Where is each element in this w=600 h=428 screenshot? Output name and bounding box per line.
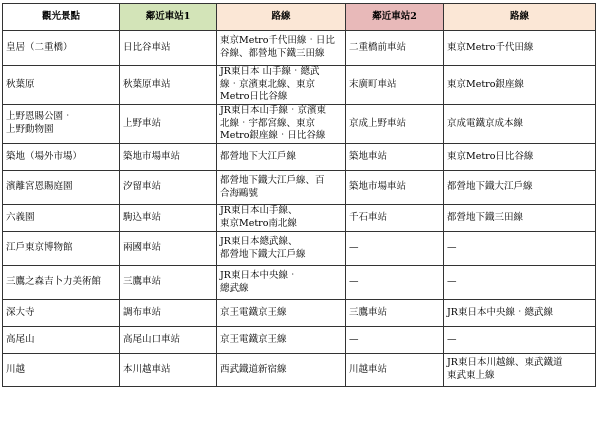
cell-route2 (444, 105, 596, 144)
cell-text: 日比谷車站 (123, 41, 171, 53)
cell-text: 京成電鐵京成本線 (447, 117, 524, 129)
cell-text: 皇居（二重橋） (6, 41, 73, 53)
cell-station1 (120, 327, 217, 354)
cell-route1 (217, 171, 346, 205)
cell-text: JR東日本中央線‧ (220, 269, 298, 281)
header-row (3, 4, 596, 31)
cell-text: JR東日本中央線‧總武線 (447, 306, 553, 318)
cell-station1 (120, 232, 217, 266)
cell-text: 上野恩賜公園‧ (6, 111, 73, 123)
cell-text: 高尾山口車站 (123, 333, 181, 345)
cell-spot (3, 31, 120, 66)
cell-spot (3, 144, 120, 171)
table-row (3, 327, 596, 354)
cell-station1 (120, 144, 217, 171)
cell-text: Metro日比谷線 (220, 91, 288, 103)
cell-text: 三鷹車站 (349, 306, 388, 318)
cell-text: — (349, 333, 359, 345)
cell-text: JR東日本川越線、東武鐵道 (447, 357, 563, 369)
table-row (3, 66, 596, 105)
cell-station2 (346, 144, 444, 171)
cell-station1 (120, 300, 217, 327)
page-wrapper (2, 3, 596, 387)
cell-text: 京王電鐵京王線 (220, 333, 287, 345)
header-route1: 路線 (217, 4, 346, 31)
cell-station2 (346, 105, 444, 144)
cell-text: 末廣町車站 (349, 78, 397, 90)
table-body (3, 31, 596, 387)
cell-text: 總武線 (220, 282, 249, 294)
cell-route1 (217, 266, 346, 300)
cell-text: 三鷹車站 (123, 276, 162, 288)
cell-route2 (444, 171, 596, 205)
cell-text: 三鷹之森吉卜力美術館 (6, 276, 102, 288)
cell-text: 築地（場外市場） (6, 150, 83, 162)
cell-route1 (217, 327, 346, 354)
cell-text: 京王電鐵京王線 (220, 306, 287, 318)
cell-spot (3, 354, 120, 387)
cell-station2 (346, 300, 444, 327)
cell-text: JR東日本總武線、 (220, 235, 298, 247)
cell-station1 (120, 205, 217, 232)
cell-route1 (217, 144, 346, 171)
cell-text: 東武東上線 (447, 370, 495, 381)
cell-route1 (217, 105, 346, 144)
cell-route1 (217, 300, 346, 327)
cell-station2 (346, 232, 444, 266)
cell-text: 都營地下鐵大江戶線、百 (220, 174, 325, 186)
header-spot: 觀光景點 (3, 4, 120, 31)
cell-text: 秋葉原車站 (123, 78, 171, 90)
table-row (3, 232, 596, 266)
cell-text: 濱離宮恩賜庭園 (6, 181, 73, 193)
cell-station1 (120, 105, 217, 144)
cell-text: — (447, 242, 457, 254)
cell-text: JR東日本山手線‧京濱東 (220, 105, 326, 117)
cell-route1 (217, 66, 346, 105)
table-row (3, 354, 596, 387)
cell-text: 築地車站 (349, 150, 388, 162)
cell-text: 江戶東京博物館 (6, 242, 73, 254)
cell-text: 深大寺 (6, 306, 35, 318)
cell-spot (3, 266, 120, 300)
table-row (3, 144, 596, 171)
header-route2: 路線 (444, 4, 596, 31)
cell-station1 (120, 266, 217, 300)
cell-route2 (444, 300, 596, 327)
cell-station2 (346, 354, 444, 387)
cell-station2 (346, 171, 444, 205)
cell-text: 東京Metro千代田線‧日比 (220, 35, 335, 47)
table-row (3, 105, 596, 144)
cell-route1 (217, 205, 346, 232)
cell-spot (3, 205, 120, 232)
cell-station1 (120, 354, 217, 387)
cell-text: 築地市場車站 (123, 150, 181, 162)
cell-route1 (217, 232, 346, 266)
cell-text: 千石車站 (349, 211, 388, 223)
cell-text: 線‧京濱東北線、東京 (220, 78, 316, 90)
cell-text: 調布車站 (123, 306, 162, 318)
cell-text: Metro銀座線‧日比谷線 (220, 130, 326, 142)
cell-text: 都營地下鐵大江戶線 (447, 181, 533, 193)
cell-text: 上野車站 (123, 117, 162, 129)
cell-text: — (349, 242, 359, 254)
cell-text: 都營地下鐵三田線 (447, 211, 524, 223)
cell-text: — (447, 276, 457, 288)
cell-route2 (444, 232, 596, 266)
cell-spot (3, 232, 120, 266)
cell-text: — (349, 276, 359, 288)
cell-route1 (217, 31, 346, 66)
header-station1: 鄰近車站1 (120, 4, 217, 31)
cell-station1 (120, 31, 217, 66)
cell-route2 (444, 144, 596, 171)
cell-station2 (346, 66, 444, 105)
cell-station1 (120, 66, 217, 105)
cell-text: 駒込車站 (123, 211, 162, 223)
cell-text: 汐留車站 (123, 181, 162, 193)
cell-text: 高尾山 (6, 333, 35, 345)
header-station2: 鄰近車站2 (346, 4, 444, 31)
cell-text: JR東日本 山手線‧總武 (220, 66, 320, 78)
cell-text: 本川越車站 (123, 363, 171, 375)
table-row (3, 300, 596, 327)
cell-text: 東京Metro千代田線 (447, 41, 534, 53)
cell-station2 (346, 327, 444, 354)
cell-spot (3, 300, 120, 327)
cell-text: 西武鐵道新宿線 (220, 363, 287, 375)
cell-spot (3, 327, 120, 354)
cell-text: 東京Metro銀座線 (447, 78, 524, 90)
cell-text: 合海鷗號 (220, 187, 259, 199)
cell-text: 都營地下大江戶線 (220, 150, 297, 162)
table-row (3, 205, 596, 232)
table-row (3, 266, 596, 300)
tourist-spots-table (2, 3, 596, 387)
cell-text: 二重橋前車站 (349, 41, 407, 53)
cell-route2 (444, 327, 596, 354)
cell-station1 (120, 171, 217, 205)
cell-route2 (444, 66, 596, 105)
cell-text: 東京Metro南北線 (220, 218, 297, 229)
cell-text: 都營地下鐵大江戶線 (220, 248, 306, 260)
cell-station2 (346, 205, 444, 232)
cell-text: 秋葉原 (6, 78, 35, 90)
cell-route2 (444, 266, 596, 300)
cell-text: 北線‧宇都宮線、東京 (220, 117, 316, 129)
cell-route2 (444, 31, 596, 66)
cell-text: 六義園 (6, 211, 35, 223)
cell-text: 川越 (6, 363, 26, 375)
cell-text: — (447, 333, 457, 345)
cell-text: 京成上野車站 (349, 117, 407, 129)
cell-route1 (217, 354, 346, 387)
cell-text: 谷線、都營地下鐵三田線 (220, 48, 325, 59)
cell-text: 築地市場車站 (349, 181, 407, 193)
cell-spot (3, 105, 120, 144)
cell-text: 上野動物園 (6, 124, 54, 135)
cell-text: 東京Metro日比谷線 (447, 150, 534, 162)
cell-text: 兩國車站 (123, 242, 162, 254)
cell-route2 (444, 354, 596, 387)
table-row (3, 171, 596, 205)
cell-route2 (444, 205, 596, 232)
cell-text: JR東日本山手線、 (220, 205, 298, 217)
cell-station2 (346, 266, 444, 300)
table-row (3, 31, 596, 66)
cell-spot (3, 171, 120, 205)
cell-spot (3, 66, 120, 105)
cell-text: 川越車站 (349, 363, 388, 375)
cell-station2 (346, 31, 444, 66)
